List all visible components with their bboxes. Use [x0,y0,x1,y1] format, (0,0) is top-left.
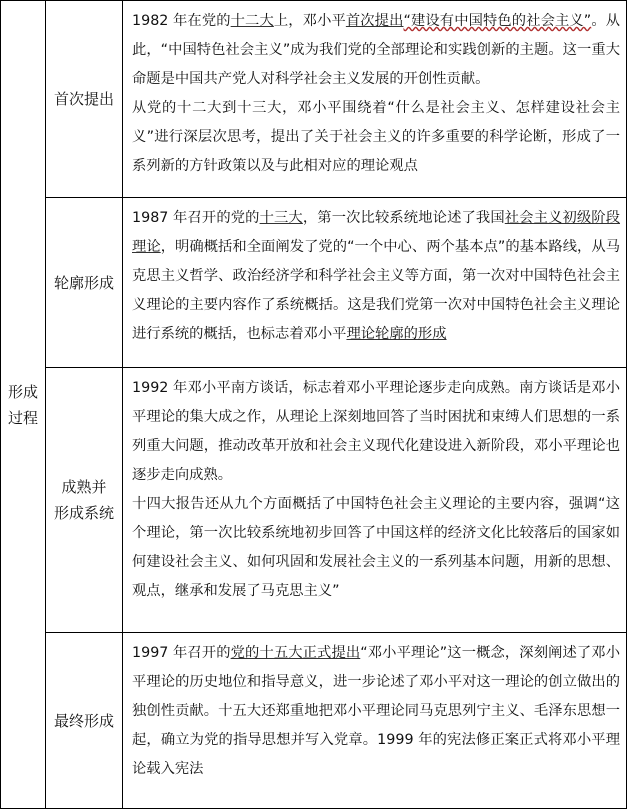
text-run: “邓小平理论”这一概念，深刻阐述了邓小平理论的历史地位和指导意义，进一步论述了邓小平对这一理论的创立做出的独创性贡献。十五大还郑重地把邓小平理论同马克思列宁主义、毛泽东思想一起，确立为党的指导思想并写入党章。1999 年的宪法修正案正式将邓小平理论载入宪法 [132,645,621,777]
stage-cell [46,198,123,368]
text-run: 从党的十二大到十三大，邓小平围绕着“什么是社会主义、怎样建设社会主义”进行深层次思考，提出了关于社会主义的许多重要的科学论断，形成了一系列新的方针政策以及与此相对应的理论观点 [132,100,620,174]
text-run: 十四大报告还从九个方面概括了中国特色社会主义理论的主要内容，强调“这个理论，第一次比较系统地初步回答了中国这样的经济文化比较落后的国家如何建设社会主义、如何巩固和发展社会主义的一系列基本问题，用新的思想、观点，继承和发展了马克思主义” [132,496,620,599]
underlined-text: 首次提出 [345,13,404,29]
text-run: ，明确概括和全面阐发了党的“一个中心、两个基本点”的基本路线，从马克思主义哲学、政治经济学和科学社会主义等方面，第一次对中国特色社会主义理论的主要内容作了系统概括。这是我们党第一次对中国特色社会主义理论进行系统的概括，也标志着邓小平 [132,239,621,342]
text-run: 。从此，“中国特色社会主义”成为我们党的全部理论和实践创新的主题。这一重大命题是中国共产党人对科学社会主义发展的开创性贡献。 [132,13,621,87]
table-row [1,1,627,198]
text-run: 1997 年召开的 [132,645,231,661]
stage-label: 轮廓形成 [53,273,114,292]
content-paragraph [132,639,620,784]
group-label-line: 过程 [7,408,38,427]
stage-cell [46,633,123,809]
wavy-underlined-text: “建设有中国特色的社会主义” [403,13,592,29]
content-paragraph [132,490,620,606]
group-label-line: 形成 [7,382,38,401]
table-row [1,368,627,633]
text-run: ，第一次比较系统地论述了我国 [302,210,505,226]
text-run: 1982 年在党的 [132,13,231,29]
underlined-text: 十三大 [259,210,303,226]
underlined-text: 十二大 [230,13,274,29]
text-run: 1992 年邓小平南方谈话，标志着邓小平理论逐步走向成熟。南方谈话是邓小平理论的集大成之作，从理论上深刻地回答了当时困扰和束缚人们思想的一系列重大问题，推动改革开放和社会主义现代化建设进入新阶段，邓小平理论也逐步走向成熟。 [132,380,620,483]
content-cell [123,633,627,809]
stage-label: 最终形成 [53,711,114,730]
content-paragraph [132,7,620,94]
underlined-text: 社会主义初级阶段理论 [132,210,621,255]
group-label-cell [1,1,46,809]
table-row [1,633,627,809]
stage-label: 形成系统 [53,504,114,522]
text-run: 上，邓小平 [273,13,346,29]
content-cell [123,198,627,368]
underlined-text: 理论轮廓的形成 [346,326,447,342]
underlined-text: 党的十五大正式提出 [230,645,361,661]
stage-label: 首次提出 [53,90,114,108]
content-paragraph [132,94,620,181]
table-row [1,198,627,368]
stage-cell [46,1,123,198]
content-cell [123,1,627,198]
content-paragraph [132,374,620,490]
text-run: 1987 年召开的党的 [132,210,260,226]
stage-cell [46,368,123,633]
content-cell [123,368,627,633]
stage-label: 成熟并 [61,478,107,496]
content-paragraph [132,204,620,349]
